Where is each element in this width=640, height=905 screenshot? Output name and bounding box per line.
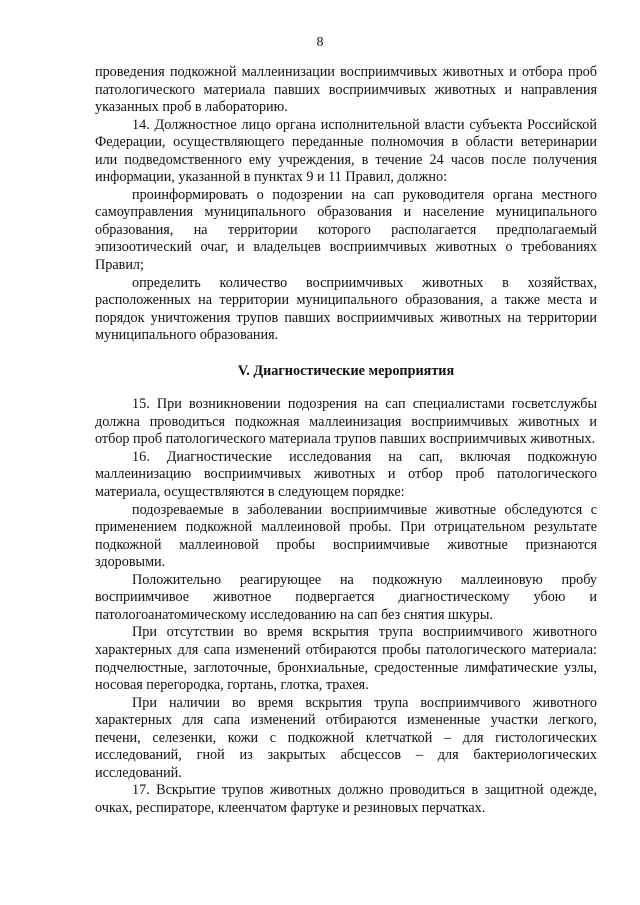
paragraph-item-16: 16. Диагностические исследования на сап, включая подкожную маллеинизацию восприимчивых животных и отбор проб патологического материала, осуществляются в следующем порядке: xyxy=(95,448,597,501)
paragraph-continuation: проведения подкожной маллеинизации восприимчивых животных и отбора проб патологического материала павших восприимчивых животных и направления указанных проб в лабораторию. xyxy=(95,64,597,116)
paragraph-determine: определить количество восприимчивых животных в хозяйствах, расположенных на территории муниципального образования, а также места и порядок уничтожения трупов павших восприимчивых животных на территории муниципального образования. xyxy=(95,274,597,344)
section-heading: V. Диагностические мероприятия xyxy=(237,362,455,379)
paragraph-positive: Положительно реагирующее на подкожную маллеиновую пробу восприимчивое животное подвергается диагностическому убою и патологоанатомическому исследованию на сап без снятия шкуры. xyxy=(95,571,597,623)
paragraph-suspected: подозреваемые в заболевании восприимчивые животные обследуются с применением подкожной маллеиновой пробы. При отрицательном результате подкожной маллеиновой пробы восприимчивые животные признаются здоровыми. xyxy=(95,501,597,571)
paragraph-absence: При отсутствии во время вскрытия трупа восприимчивого животного характерных для сапа изменений отбираются пробы патологического материала: подчелюстные, заглоточные, бронхиальные, средостенные лимфатические узлы, носовая перегородка, гортань, глотка, трахея. xyxy=(95,624,597,694)
paragraph-presence: При наличии во время вскрытия трупа восприимчивого животного характерных для сапа изменений отбираются измененные участки легкого, печени, селезенки, кожи с подкожной клетчаткой – для гистологических исследований, гной из закрытых абсцессов – для бактериологических исследований. xyxy=(95,694,597,781)
paragraph-inform: проинформировать о подозрении на сап руководителя органа местного самоуправления муниципального образования и население муниципального образования, на территории которого располагается предполагаемый эпизоотический очаг, и владельцев восприимчивых животных о требованиях Правил; xyxy=(95,186,597,274)
page-number: 8 xyxy=(316,35,324,50)
paragraph-item-14: 14. Должностное лицо органа исполнительной власти субъекта Российской Федерации, осуществляющего переданные полномочия в области ветеринарии или подведомственного ему учреждения, в течение 24 часов после получения информации, указанной в пунктах 9 и 11 Правил, должно: xyxy=(95,116,597,186)
document-body xyxy=(95,64,597,817)
paragraph-item-15: 15. При возникновении подозрения на сап специалистами госветслужбы должна проводиться подкожная маллеинизация восприимчивых животных и отбор проб патологического материала трупов павших восприимчивых животных. xyxy=(95,396,597,448)
paragraph-item-17: 17. Вскрытие трупов животных должно проводиться в защитной одежде, очках, респираторе, клеенчатом фартуке и резиновых перчатках. xyxy=(95,782,597,816)
